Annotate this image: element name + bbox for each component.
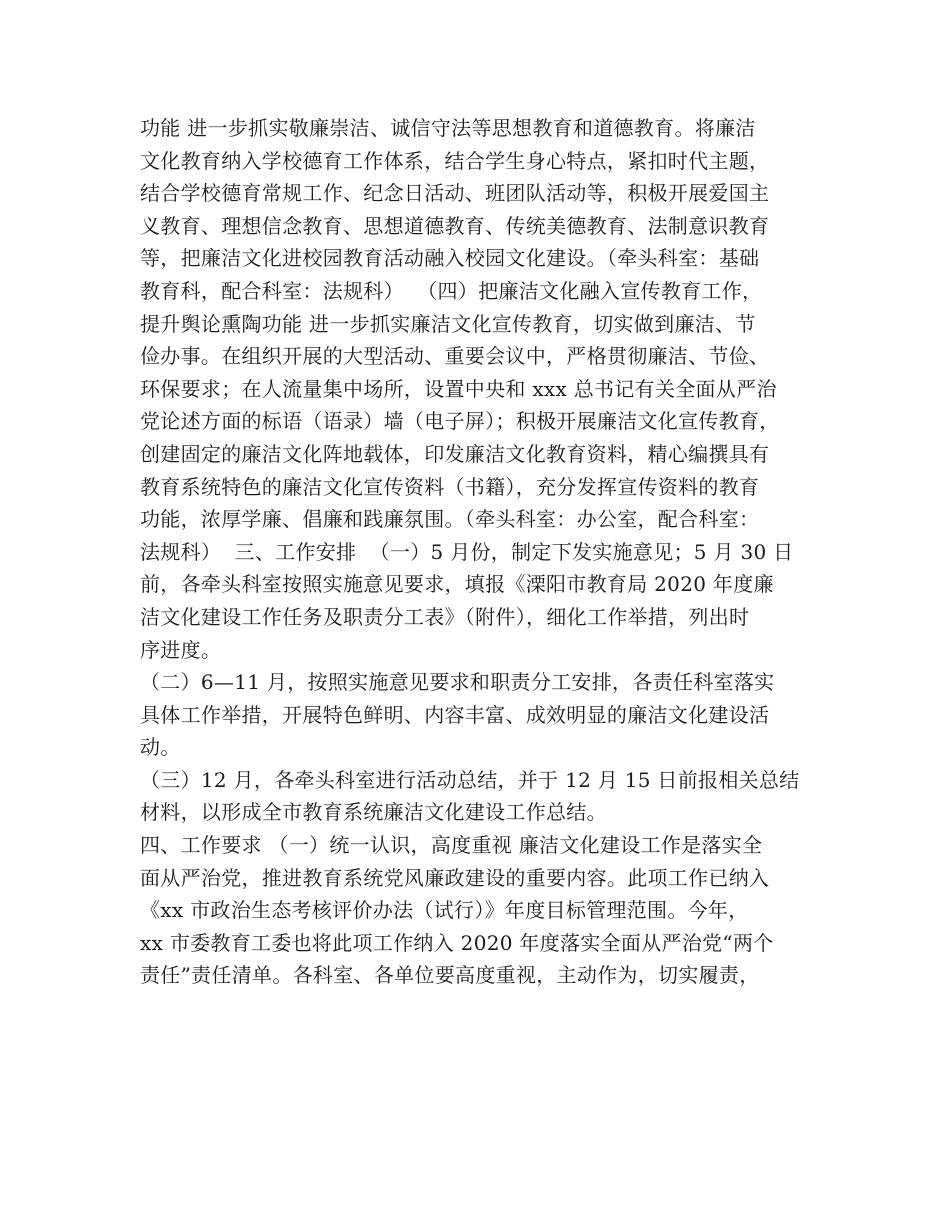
text-line: 党论述方面的标语（语录）墙（电子屏）；积极开展廉洁文化宣传教育， — [140, 409, 780, 434]
text-line: 创建固定的廉洁文化阵地载体，印发廉洁文化教育资料，精心编撰具有 — [140, 441, 770, 466]
text-line: 前，各牵头科室按照实施意见要求，填报《溧阳市教育局 2020 年度廉 — [140, 572, 774, 597]
text-line: 提升舆论熏陶功能 进一步抓实廉洁文化宣传教育，切实做到廉洁、节 — [140, 311, 756, 336]
text-line: 动。 — [140, 735, 181, 760]
text-line: （三）12 月，各牵头科室进行活动总结，并于 12 月 15 日前报相关总结 — [140, 767, 800, 792]
text-line: 功能，浓厚学廉、倡廉和践廉氛围。（牵头科室：办公室，配合科室： — [140, 507, 760, 532]
text-line: 等，把廉洁文化进校园教育活动融入校园文化建设。（牵头科室：基础 — [140, 246, 760, 271]
text-line: 俭办事。在组织开展的大型活动、重要会议中，严格贯彻廉洁、节俭、 — [140, 344, 770, 369]
text-line: 材料，以形成全市教育系统廉洁文化建设工作总结。 — [140, 800, 607, 825]
text-line: 文化教育纳入学校德育工作体系，结合学生身心特点，紧扣时代主题， — [140, 148, 770, 173]
text-line: 结合学校德育常规工作、纪念日活动、班团队活动等，积极开展爱国主 — [140, 181, 770, 206]
text-line: （二）6—11 月，按照实施意见要求和职责分工安排，各责任科室落实 — [140, 670, 775, 695]
text-line: 序进度。 — [140, 637, 222, 662]
text-line: 法规科） 三、工作安排 （一）5 月份，制定下发实施意见；5 月 30 日 — [140, 539, 794, 564]
text-line: 责任”责任清单。各科室、各单位要高度重视，主动作为，切实履责， — [140, 963, 760, 988]
text-line: 义教育、理想信念教育、思想道德教育、传统美德教育、法制意识教育 — [140, 213, 770, 238]
text-line: 《xx 市政治生态考核评价办法（试行）》年度目标管理范围。今年， — [140, 898, 749, 923]
text-line: 面从严治党，推进教育系统党风廉政建设的重要内容。此项工作已纳入 — [140, 865, 770, 890]
text-line: xx 市委教育工委也将此项工作纳入 2020 年度落实全面从严治党“两个 — [140, 930, 774, 955]
text-line: 具体工作举措，开展特色鲜明、内容丰富、成效明显的廉洁文化建设活 — [140, 702, 770, 727]
text-line: 教育科，配合科室：法规科） （四）把廉洁文化融入宣传教育工作， — [140, 278, 763, 303]
text-line: 洁文化建设工作任务及职责分工表》（附件），细化工作举措，列出时 — [140, 604, 750, 629]
text-line: 环保要求；在人流量集中场所，设置中央和 xxx 总书记有关全面从严治 — [140, 376, 777, 401]
text-line: 四、工作要求 （一）统一认识，高度重视 廉洁文化建设工作是落实全 — [140, 833, 763, 858]
text-line: 教育系统特色的廉洁文化宣传资料（书籍），充分发挥宣传资料的教育 — [140, 474, 760, 499]
text-line: 功能 进一步抓实敬廉崇洁、诚信守法等思想教育和道德教育。将廉洁 — [140, 116, 756, 140]
document-body-text — [140, 112, 830, 992]
